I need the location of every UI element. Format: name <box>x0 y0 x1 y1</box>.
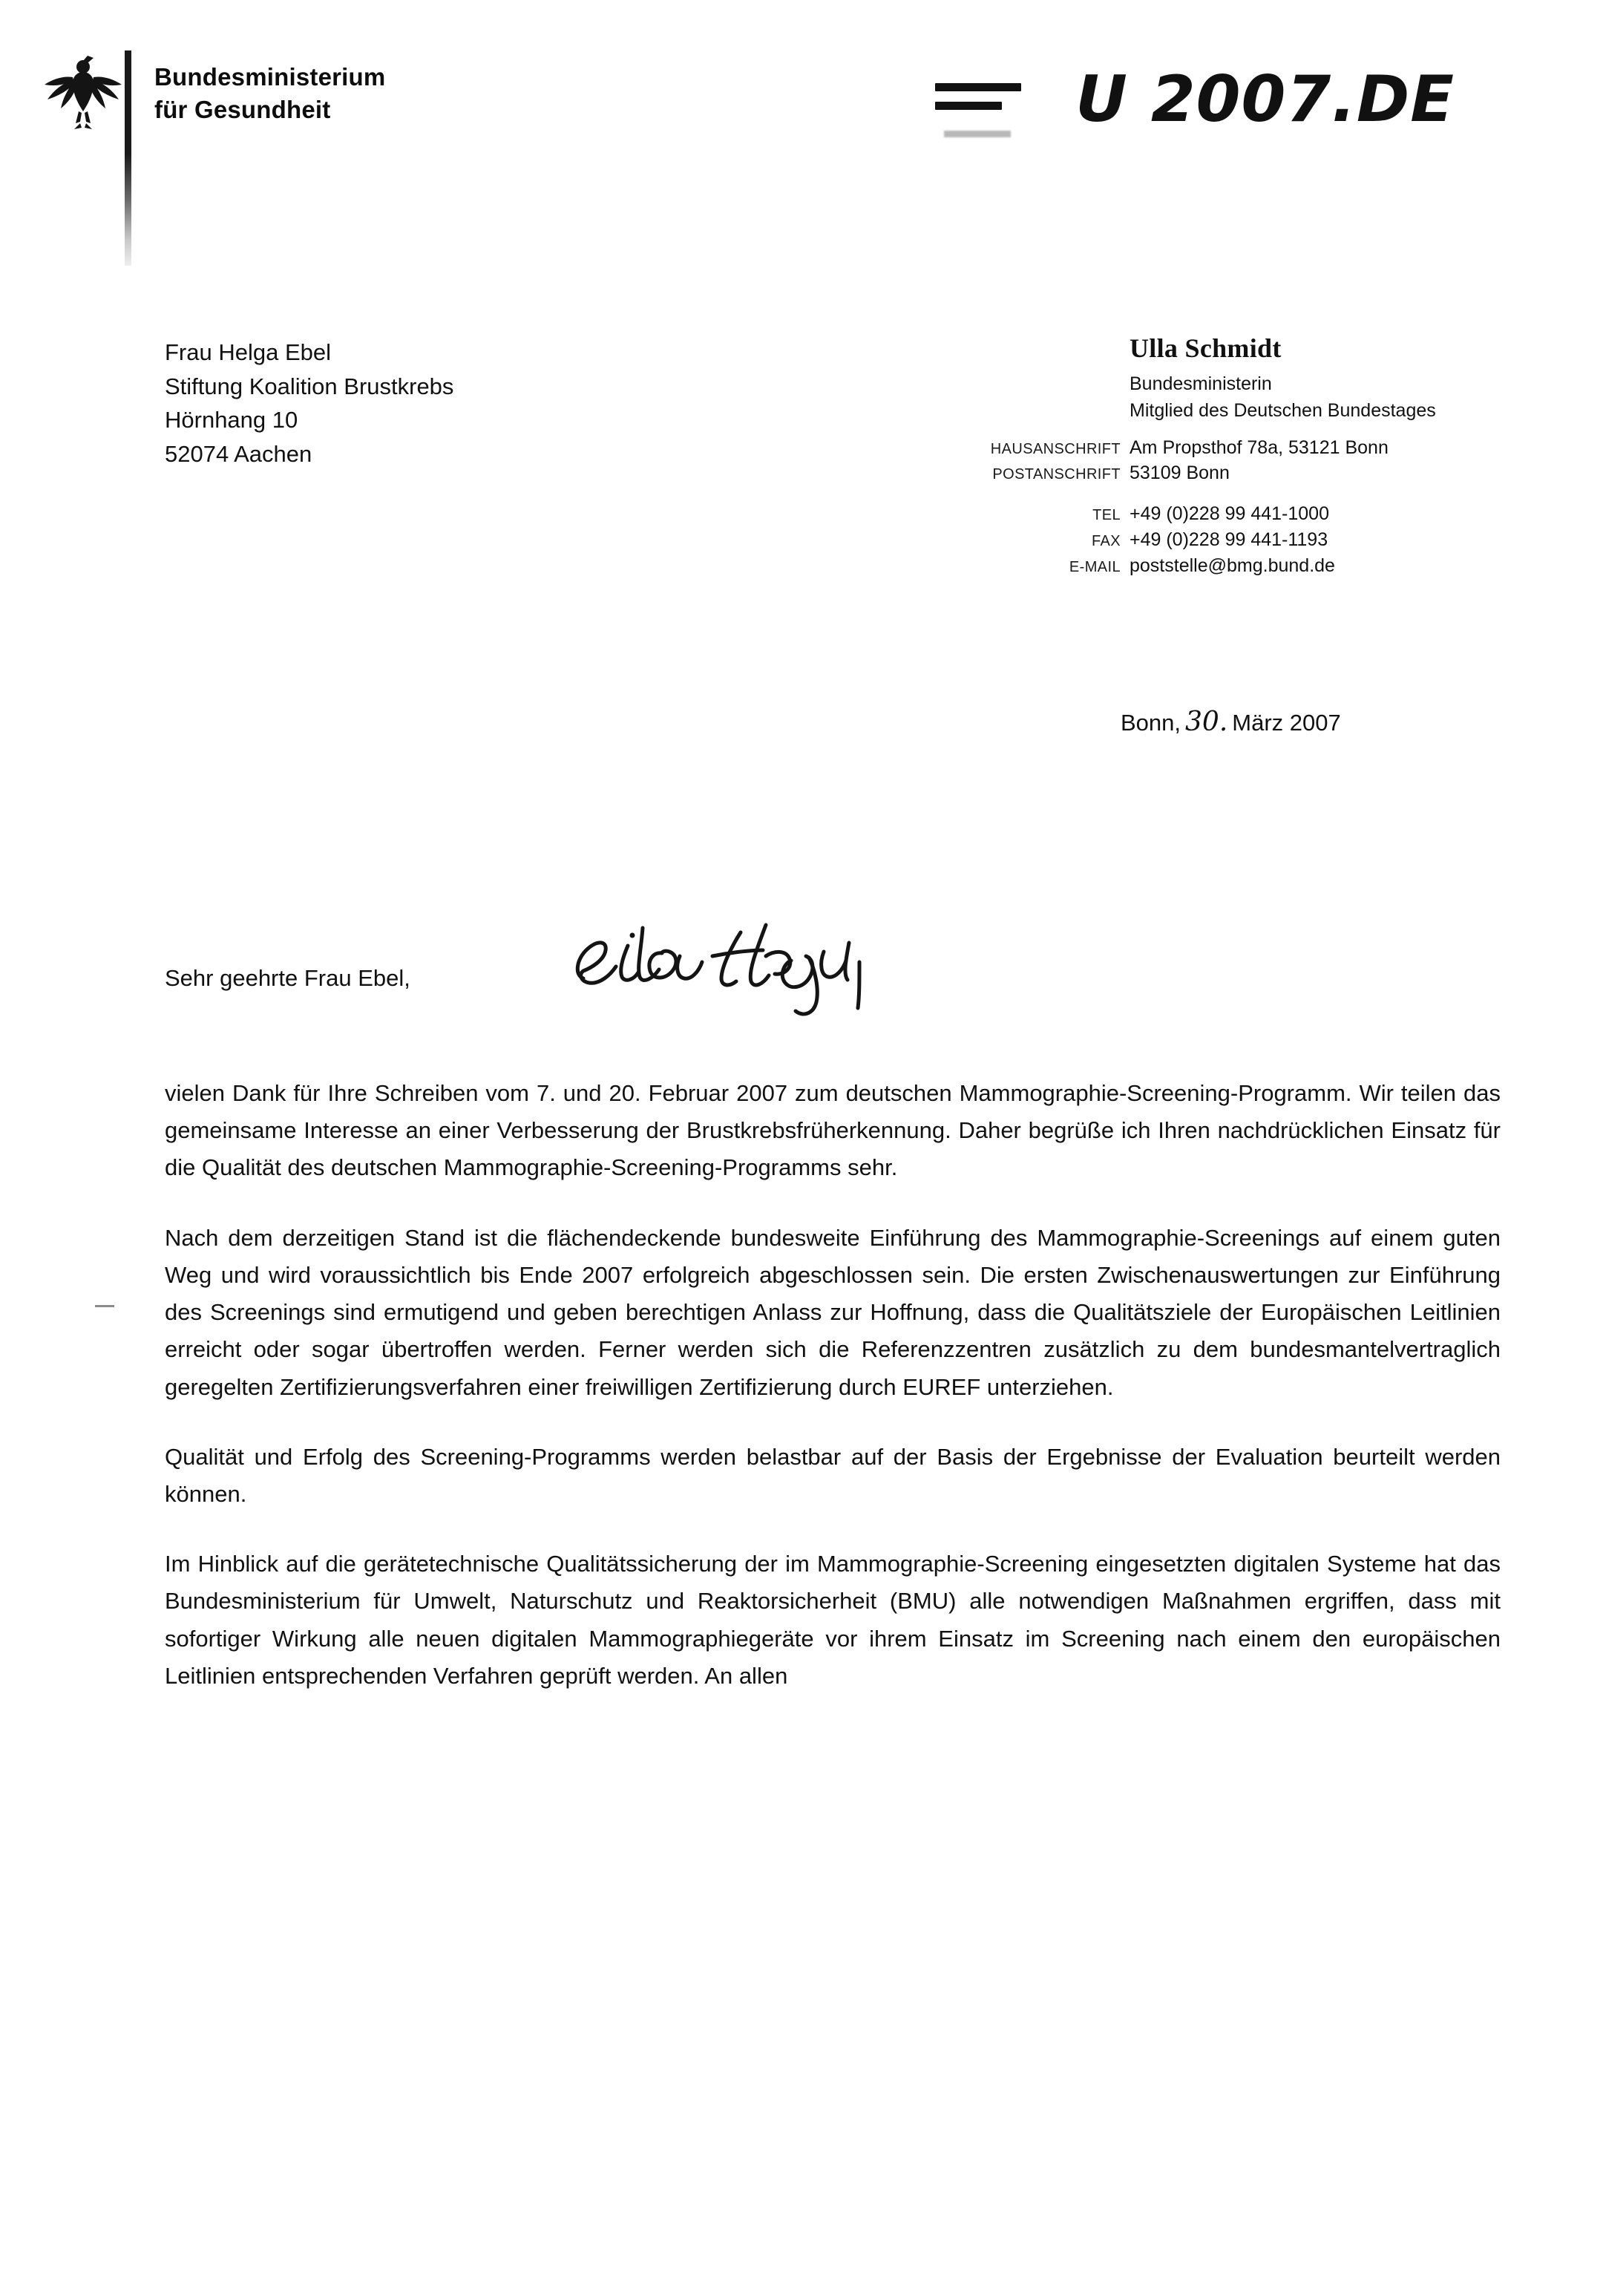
sender-contact-row <box>943 503 1492 525</box>
recipient-line: Hörnhang 10 <box>165 407 298 434</box>
sender-name: Ulla Schmidt <box>1130 333 1282 363</box>
sender-contact-label: FAX <box>1092 533 1121 549</box>
sender-field-value: Am Propsthof 78a, 53121 Bonn <box>1130 437 1389 458</box>
body-paragraph: Im Hinblick auf die gerätetechnische Qualitätssicherung der im Mammographie-Screening eingesetzten digitalen Systeme hat das Bundesministerium für Umwelt, Naturschutz und Reaktorsicherheit (BMU) alle notwendigen Maßnahmen ergriffen, dass mit sofortiger Wirkung alle neuen digitalen Mammographiegeräte vor ihrem Einsatz im Screening nach einem den europäischen Leitlinien entsprechenden Verfahren geprüft werden. An allen <box>165 1551 1501 1689</box>
sender-field-row <box>943 462 1492 484</box>
date-line <box>1121 707 1341 737</box>
sender-contact-label: TEL <box>1092 507 1121 523</box>
body-paragraph: Nach dem derzeitigen Stand ist die flächendeckende bundesweite Einführung des Mammographie-Screenings auf einem guten Weg und wird voraussichtlich bis Ende 2007 erfolgreich abgeschlossen sein. Die ersten Zwischenauswertungen zur Einführung des Screenings sind ermutigend und geben berechtigen Anlass zur Hoffnung, dass die Qualitätsziele der Europäischen Leitlinien erreicht oder sogar übertroffen werden. Ferner werden sich die Referenzzentren zusätzlich zu dem bundesmantelvertraglich geregelten Zertifizierungsverfahren einer freiwilligen Zertifizierung durch EUREF unterziehen. <box>165 1224 1501 1400</box>
sender-contact-row <box>943 555 1492 577</box>
salutation: Sehr geehrte Frau Ebel, <box>165 965 410 991</box>
sender-role-line2: Mitglied des Deutschen Bundestages <box>1130 399 1436 421</box>
ministry-vertical-rule <box>125 50 131 266</box>
eu-logo-smudge <box>944 131 1011 137</box>
recipient-line: 52074 Aachen <box>165 440 312 467</box>
german-federal-eagle-icon <box>39 52 128 134</box>
sender-contact-value: +49 (0)228 99 441-1000 <box>1130 503 1329 524</box>
sender-role <box>1130 371 1492 424</box>
handwritten-salutation <box>564 907 1039 1026</box>
sender-contact-value: +49 (0)228 99 441-1193 <box>1130 529 1328 550</box>
recipient-line: Frau Helga Ebel <box>165 339 332 365</box>
body-paragraph: vielen Dank für Ihre Schreiben vom 7. und 20. Februar 2007 zum deutschen Mammographie-Screening-Programm. Wir teilen das gemeinsame Interesse an einer Verbesserung der Brustkrebsfrüherkennung. Daher begrüße ich Ihren nachdrücklichen Einsatz für die Qualität des deutschen Mammographie-Screening-Programms sehr. <box>165 1080 1501 1181</box>
margin-tick-mark <box>95 1305 114 1307</box>
sender-field-label: POSTANSCHRIFT <box>992 466 1121 483</box>
sender-field-value: 53109 Bonn <box>1130 462 1230 483</box>
sender-contact-rows <box>943 503 1492 577</box>
sender-field-row <box>943 437 1492 459</box>
letterhead <box>0 45 1603 290</box>
ministry-title-line1: Bundesministerium <box>154 63 386 91</box>
sender-address-rows <box>943 437 1492 484</box>
letter-body <box>165 1075 1501 1695</box>
recipient-line: Stiftung Koalition Brustkrebs <box>165 373 454 399</box>
sender-contact-row <box>943 529 1492 551</box>
body-paragraph: Qualität und Erfolg des Screening-Programms werden belastbar auf der Basis der Ergebnisse der Evaluation beurteilt werden können. <box>165 1443 1501 1507</box>
recipient-address <box>165 336 453 471</box>
sender-email-value[interactable]: poststelle@bmg.bund.de <box>1130 555 1335 576</box>
sender-block <box>943 333 1492 581</box>
date-place: Bonn, <box>1121 710 1181 736</box>
eu-presidency-2007-logo <box>920 62 1455 159</box>
date-day-handwritten: 30. <box>1185 707 1228 737</box>
sender-role-line1: Bundesministerin <box>1130 373 1272 394</box>
sender-field-label: HAUSANSCHRIFT <box>990 441 1121 457</box>
eu-logo-text: U 2007.DE <box>1075 62 1455 137</box>
eu-logo-equals-icon <box>935 83 1021 120</box>
sender-contact-label: E-MAIL <box>1069 559 1121 575</box>
date-month-year: März 2007 <box>1232 710 1341 736</box>
ministry-title-line2: für Gesundheit <box>154 95 331 123</box>
ministry-title <box>154 61 385 125</box>
